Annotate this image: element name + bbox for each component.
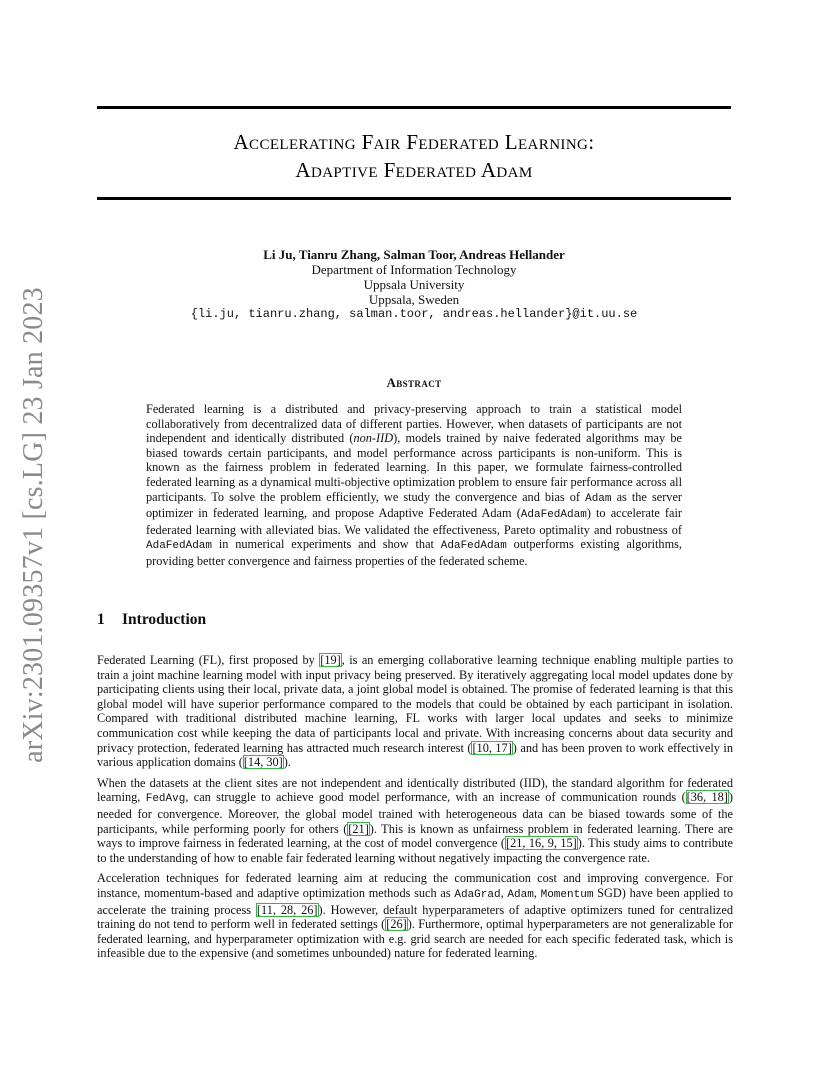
- author-location: Uppsala, Sweden: [368, 292, 460, 307]
- text-span: ) have been applied to accelerate the training process: [97, 885, 733, 917]
- code-momentum: Momentum: [540, 888, 594, 901]
- abstract-span: ) to accelerate fair federated learning with alleviated bias. We validated the effectiveness, Pareto optimality and robustness of: [146, 506, 682, 537]
- text-span: ). However, default hyperparameters of adaptive optimizers tuned for centralized training do not tend to perform well in federated settings (: [97, 902, 733, 932]
- citation-link[interactable]: [11, 28, 26]: [256, 902, 318, 917]
- paragraph-1: [97, 653, 733, 770]
- title-line-1: Accelerating Fair Federated Learning:: [233, 130, 595, 154]
- author-block: [97, 247, 731, 322]
- title-bottom-rule: [97, 197, 731, 200]
- text-span: ). This is known as unfairness problem in federated learning. There are ways to improve fairness in federated learning, at the cost of model convergence (: [97, 821, 733, 851]
- text-span: ,: [500, 885, 508, 900]
- text-span: When the datasets at the client sites are not independent and identically distributed (IID), the standard algorithm for federated learning,: [97, 775, 733, 805]
- citation-link[interactable]: [19]: [320, 653, 341, 667]
- code-adafedadam: AdaFedAdam: [440, 540, 507, 553]
- citation-link[interactable]: [14, 30]: [243, 755, 283, 770]
- code-adam: Adam: [585, 492, 612, 505]
- title-top-rule: [97, 106, 731, 109]
- section-number: 1: [97, 611, 105, 628]
- code-adafedadam: AdaFedAdam: [146, 540, 213, 553]
- text-span: ) and has been proven to work effectively in various application domains (: [97, 740, 733, 770]
- text-span: ,: [533, 885, 541, 900]
- section-title: Introduction: [122, 611, 207, 628]
- paper-title: [97, 128, 731, 184]
- section-heading-introduction: [97, 611, 206, 629]
- abstract-span: outperforms existing algorithms, providing better convergence and fairness properties of the federated scheme.: [146, 537, 682, 568]
- text-span: ).: [283, 755, 291, 770]
- citation-link[interactable]: [26]: [386, 917, 407, 932]
- author-names: Li Ju, Tianru Zhang, Salman Toor, Andreas Hellander: [263, 247, 565, 262]
- citation-link[interactable]: [10, 17]: [472, 740, 512, 755]
- introduction-body: [97, 653, 733, 967]
- text-span: Acceleration techniques for federated learning aim at reducing the communication cost and improving convergence. For instance, momentum-based and adaptive optimization methods such as: [97, 871, 733, 900]
- abstract-heading: Abstract: [386, 375, 442, 390]
- text-span: ). This study aims to contribute to the understanding of how to enable fair federated learning without negatively impacting the convergence rate.: [97, 836, 733, 865]
- code-adagrad: AdaGrad: [454, 888, 501, 901]
- code-adafedadam: AdaFedAdam: [520, 509, 587, 522]
- citation-link[interactable]: [21, 16, 9, 15]: [506, 836, 577, 851]
- text-span: , is an emerging collaborative learning technique enabling multiple parties to train a joint machine learning model with input privacy being preserved. By iteratively aggregating local model updates done by participating clients using their local, private data, a joint global model is obtained. The promise of federated learning is that this global model will have superior performance compared to the models that could be obtained by each participant in isolation. Compared with traditional distributed machine learning, FL works with larger local updates and seeks to minimize communication cost while keeping the data of participants local and private. With increasing concerns about data security and privacy protection, federated learning has attracted much research interest (: [97, 653, 734, 755]
- text-span: Federated Learning (FL), first proposed by: [97, 653, 320, 667]
- abstract-span: as the server optimizer in federated learning, and propose Adaptive Federated Adam (: [146, 489, 682, 521]
- code-fedavg: FedAvg: [145, 793, 186, 806]
- paragraph-2: [97, 776, 733, 866]
- author-email: {li.ju, tianru.zhang, salman.toor, andreas.hellander}@it.uu.se: [190, 307, 638, 321]
- text-span: , can struggle to achieve good model performance, with an increase of communication rounds (: [185, 790, 686, 805]
- citation-link[interactable]: [21]: [348, 821, 369, 836]
- text-span: SGD: [593, 885, 622, 900]
- code-adam: Adam: [507, 888, 534, 901]
- abstract-text: [146, 402, 682, 569]
- abstract-span: Federated learning is a distributed and privacy-preserving approach to train a statistical model collaboratively from decentralized data of different parties. However, when datasets of participants are not independent and identically distributed (: [146, 402, 682, 446]
- author-department: Department of Information Technology: [311, 262, 517, 277]
- arxiv-side-stamp: [8, 287, 60, 763]
- abstract-italic-noniid: non-IID: [353, 431, 394, 446]
- citation-link[interactable]: [36, 18]: [686, 790, 728, 805]
- abstract-span: in numerical experiments and show that: [212, 537, 441, 552]
- arxiv-identifier: arXiv:2301.09357v1 [cs.LG] 23 Jan 2023: [18, 287, 50, 763]
- title-line-2: Adaptive Federated Adam: [295, 158, 533, 182]
- abstract-span: ), models trained by naive federated algorithms may be biased towards certain participants, and model performance across participants is non-uniform. This is known as the fairness problem in federated learning. In this paper, we formulate fairness-controlled federated learning as a dynamical multi-objective optimization problem to ensure fair performance across all participants. To solve the problem efficiently, we study the convergence and bias of: [146, 431, 682, 504]
- author-university: Uppsala University: [363, 277, 465, 292]
- text-span: ). Furthermore, optimal hyperparameters are not generalizable for federated learning, and hyperparameter optimization with e.g. grid search are needed for each specific federated task, which is infeasible due to the expensive (and sometimes unbounded) nature for federated learning.: [97, 917, 733, 961]
- text-span: ) needed for convergence. Moreover, the global model trained with heterogeneous data can be biased towards some of the participants, while performing poorly for others (: [97, 790, 733, 836]
- paragraph-3: [97, 871, 733, 961]
